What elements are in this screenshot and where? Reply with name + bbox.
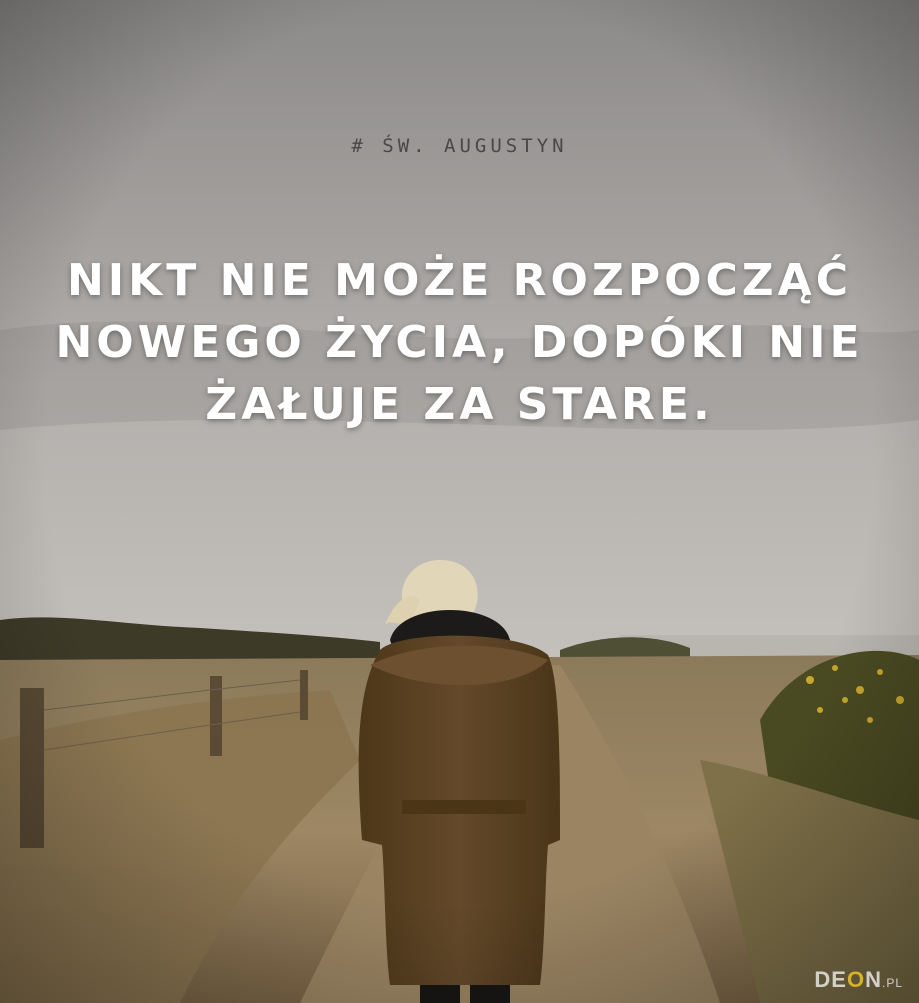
logo-suffix: .PL [881,976,903,990]
quote-line: ŻAŁUJE ZA STARE. [205,379,714,430]
deon-logo [814,967,903,993]
author-hashtag: # ŚW. AUGUSTYN [351,135,568,157]
logo-text-n: N [865,967,882,992]
quote-line: NOWEGO ŻYCIA, DOPÓKI NIE [55,317,864,368]
quote-text [0,250,919,436]
logo-o-icon: O [846,967,866,992]
logo-text-de: DE [814,967,847,992]
quote-line: NIKT NIE MOŻE ROZPOCZĄĆ [66,255,853,306]
